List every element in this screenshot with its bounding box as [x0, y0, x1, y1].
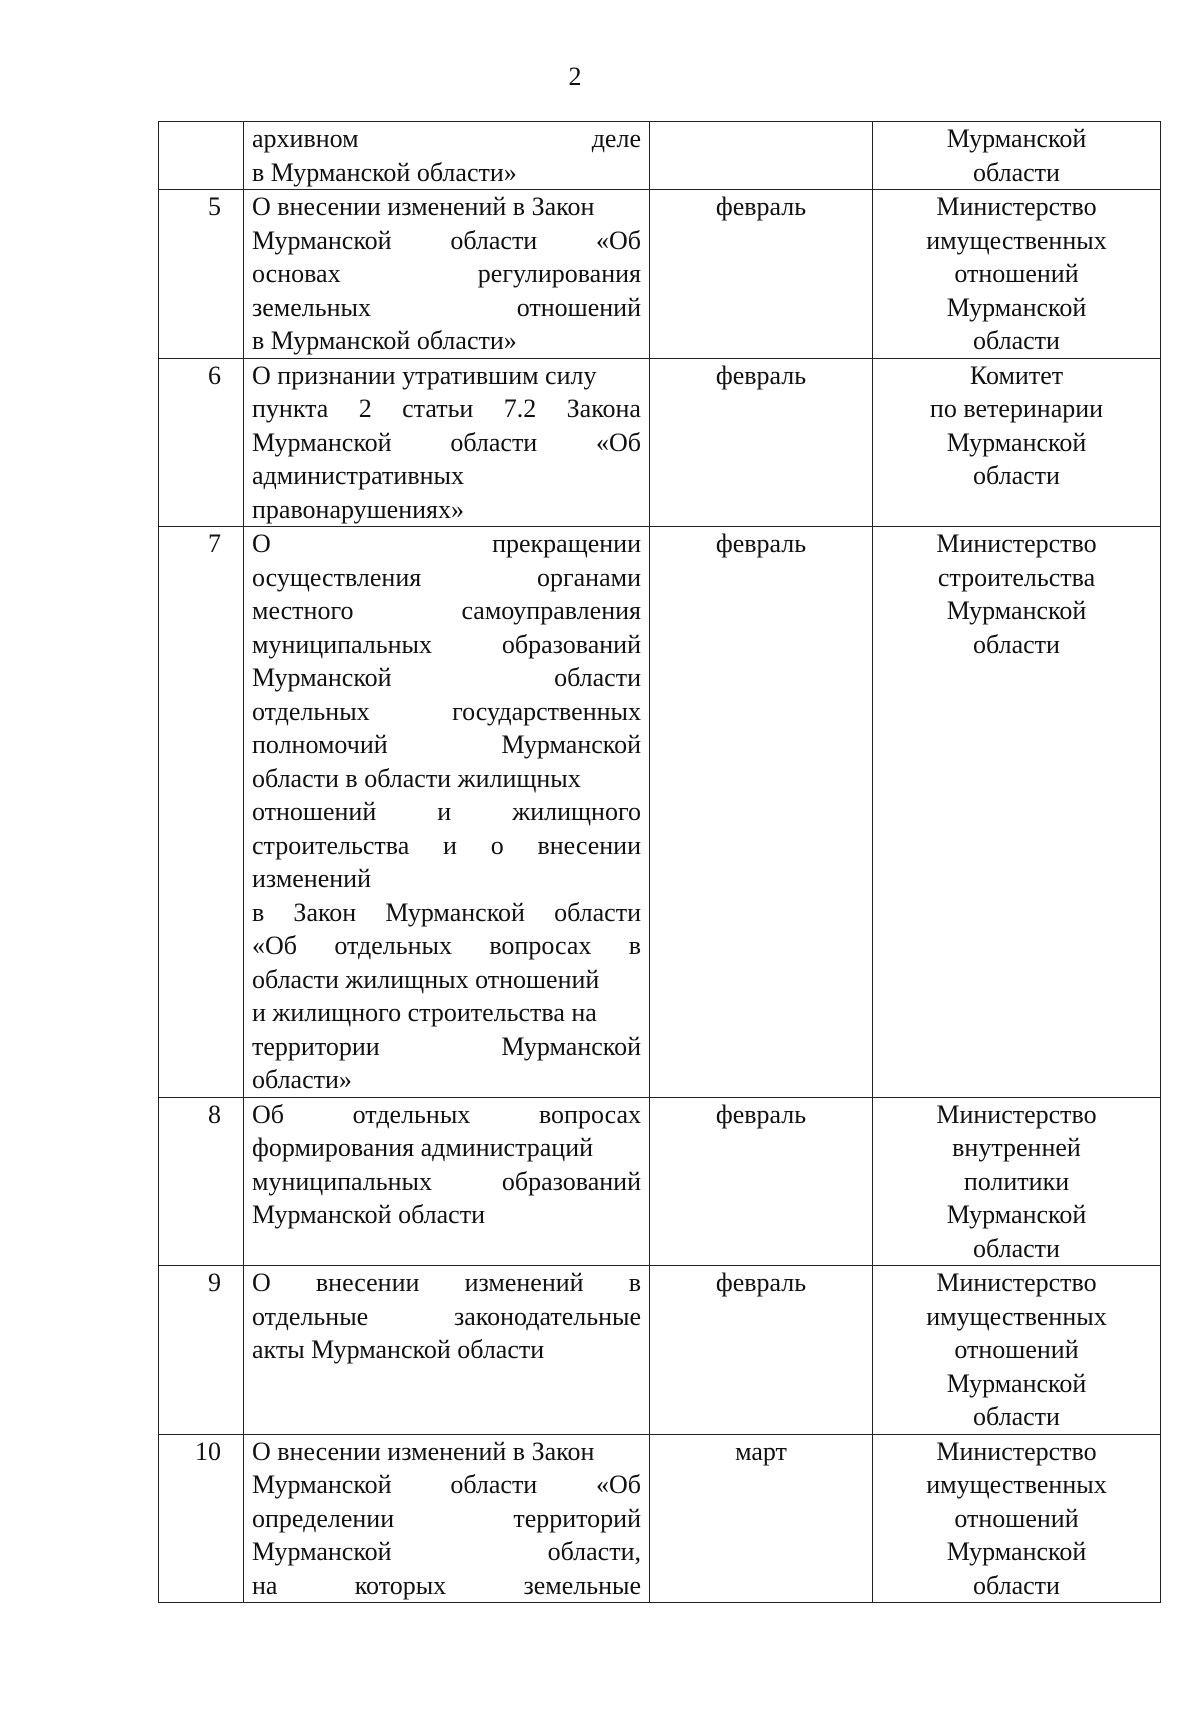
law-title-line	[252, 594, 641, 628]
law-title-word: муниципальных	[252, 1166, 433, 1196]
row-number	[159, 122, 244, 190]
law-title-word: в	[628, 1268, 641, 1297]
responsible-body-line: Мурманской	[946, 124, 1087, 153]
law-title-word: отдельные	[252, 1301, 369, 1331]
law-title-word: статьи	[402, 394, 474, 423]
law-title-word: самоуправления	[461, 596, 641, 625]
law-title-word: органами	[536, 562, 641, 592]
law-title-word: полномочий	[252, 730, 388, 759]
law-title-word: Мурманской	[501, 1031, 641, 1061]
law-title-cell	[244, 1097, 650, 1266]
law-title-word: Мурманской области	[252, 1200, 485, 1229]
law-title-line	[252, 190, 641, 224]
law-title-word: Мурманской	[252, 225, 392, 255]
law-title-word: образований	[501, 1166, 641, 1196]
law-title-line	[252, 1569, 641, 1603]
responsible-body-line: Мурманской	[946, 596, 1087, 625]
law-title-word: образований	[501, 629, 641, 659]
row-number: 8	[159, 1097, 244, 1266]
responsible-body-line: Мурманской	[946, 1200, 1087, 1229]
law-title-line	[252, 257, 641, 291]
law-title-word: Мурманской	[252, 1537, 392, 1566]
law-title-word: области»	[252, 1065, 352, 1094]
law-title-line	[252, 1198, 641, 1232]
row-number: 9	[159, 1266, 244, 1435]
responsible-body-line: по ветеринарии	[929, 394, 1104, 423]
deadline-month: март	[650, 1434, 873, 1603]
table-row	[159, 190, 1161, 359]
law-title-word: регулирования	[477, 259, 641, 288]
law-title-line	[252, 156, 641, 190]
law-title-word: изменений	[252, 864, 372, 893]
table-row	[159, 527, 1161, 1098]
law-title-word: Закон	[293, 897, 357, 927]
law-title-cell	[244, 358, 650, 527]
law-title-word: изменений	[464, 1268, 584, 1297]
law-title-word: О	[252, 529, 271, 558]
law-title-cell	[244, 122, 650, 190]
row-number: 6	[159, 358, 244, 527]
law-title-line	[252, 122, 641, 156]
table-row	[159, 358, 1161, 527]
law-title-word: в	[252, 897, 265, 927]
law-title-word: вопросах	[538, 1099, 641, 1129]
law-title-word: строительства	[252, 830, 410, 860]
law-title-word: области	[450, 427, 538, 457]
law-title-line	[252, 728, 641, 762]
law-title-line	[252, 661, 641, 695]
law-title-word: земельных	[252, 292, 372, 322]
law-title-word: территорий	[513, 1503, 641, 1533]
responsible-body-line: имущественных	[926, 1301, 1107, 1331]
law-title-word: О	[252, 1268, 271, 1297]
responsible-body-line: Мурманской	[946, 292, 1087, 322]
law-title-word: области	[450, 225, 538, 255]
law-title-word: административных	[252, 461, 464, 490]
law-title-word: «Об	[252, 931, 298, 960]
law-title-word: внесении	[537, 830, 641, 860]
law-title-word: Мурманской	[252, 1470, 392, 1499]
responsible-body-line: внутренней	[952, 1133, 1081, 1162]
law-title-word: Закона	[566, 394, 641, 423]
deadline-month: февраль	[650, 1097, 873, 1266]
law-title-word: отдельных	[352, 1099, 471, 1129]
responsible-body-line: Мурманской	[946, 1368, 1087, 1398]
law-title-line	[252, 561, 641, 595]
law-title-line	[252, 1435, 641, 1469]
law-title-word: вопросах	[489, 931, 592, 960]
responsible-body-line: Мурманской	[946, 1537, 1087, 1566]
law-title-word: территории	[252, 1031, 380, 1061]
responsible-body-line: области	[973, 1570, 1060, 1600]
responsible-body-cell	[873, 1434, 1161, 1603]
deadline-month	[650, 122, 873, 190]
law-title-word: отдельных	[252, 696, 370, 726]
law-title-line	[252, 1502, 641, 1536]
law-title-line	[252, 1165, 641, 1199]
responsible-body-line: области	[973, 1402, 1060, 1431]
law-title-line	[252, 862, 641, 896]
responsible-body-line: Комитет	[969, 360, 1064, 390]
law-title-word: муниципальных	[252, 629, 433, 659]
law-title-word: области	[554, 897, 641, 927]
responsible-body-line: Министерство	[936, 192, 1097, 221]
law-title-line	[252, 527, 641, 561]
responsible-body-line: имущественных	[926, 225, 1107, 255]
law-title-word: Об	[252, 1099, 285, 1129]
law-title-word: о	[490, 830, 504, 860]
law-title-line	[252, 359, 641, 393]
law-title-line	[252, 829, 641, 863]
table-row	[159, 122, 1161, 190]
law-title-word: О внесении изменений в Закон	[252, 192, 595, 221]
law-title-word: «Об	[595, 225, 641, 255]
law-title-line	[252, 1098, 641, 1132]
law-title-line	[252, 795, 641, 829]
law-title-word: Мурманской	[385, 897, 525, 927]
responsible-body-cell	[873, 527, 1161, 1098]
responsible-body-line: отношений	[954, 1335, 1079, 1364]
law-title-line	[252, 493, 641, 527]
law-title-word: формирования администраций	[252, 1133, 594, 1162]
responsible-body-line: области	[973, 326, 1060, 355]
law-title-word: 7.2	[503, 394, 537, 423]
law-title-word: акты Мурманской области	[252, 1335, 545, 1364]
law-title-word: О признании утратившим силу	[252, 360, 597, 390]
law-title-word: которых	[354, 1570, 447, 1600]
law-title-line	[252, 762, 641, 796]
law-title-cell	[244, 527, 650, 1098]
law-title-line	[252, 426, 641, 460]
law-title-word: «Об	[595, 427, 641, 457]
law-title-line	[252, 1266, 641, 1300]
law-title-word: государственных	[452, 696, 641, 726]
table-row	[159, 1434, 1161, 1603]
law-title-line	[252, 224, 641, 258]
responsible-body-cell	[873, 1097, 1161, 1266]
row-number: 5	[159, 190, 244, 359]
law-title-word: деле	[591, 124, 641, 153]
responsible-body-cell	[873, 190, 1161, 359]
law-title-word: в Мурманской области»	[252, 157, 517, 187]
row-number: 7	[159, 527, 244, 1098]
law-title-word: и	[443, 830, 457, 860]
law-title-word: «Об	[595, 1470, 641, 1499]
law-title-word: отдельных	[334, 931, 452, 960]
responsible-body-line: политики	[963, 1166, 1070, 1196]
law-title-word: земельные	[523, 1570, 641, 1600]
law-title-word: основах	[252, 259, 341, 288]
law-title-line	[252, 1468, 641, 1502]
law-title-word: Мурманской	[252, 663, 392, 692]
law-title-word: пункта	[252, 394, 329, 423]
law-title-word: в	[628, 931, 641, 960]
table-body	[159, 122, 1161, 1603]
law-title-word: области	[450, 1470, 538, 1499]
law-title-word: и жилищного строительства на	[252, 998, 597, 1027]
responsible-body-line: области	[973, 461, 1060, 490]
responsible-body-line: отношений	[954, 1503, 1079, 1533]
deadline-month: февраль	[650, 1266, 873, 1435]
page-number: 2	[568, 62, 582, 91]
law-title-word: области жилищных отношений	[252, 964, 600, 994]
law-title-line	[252, 1333, 641, 1367]
law-title-line	[252, 392, 641, 426]
law-title-word: и	[437, 797, 452, 826]
law-title-word: законодательные	[453, 1301, 641, 1331]
responsible-body-line: области	[973, 629, 1060, 659]
deadline-month: февраль	[650, 190, 873, 359]
law-title-word: Мурманской	[252, 427, 392, 457]
law-title-word: жилищного	[512, 797, 641, 826]
table-row	[159, 1266, 1161, 1435]
responsible-body-cell	[873, 1266, 1161, 1435]
law-title-word: архивном	[252, 124, 359, 153]
deadline-month: февраль	[650, 358, 873, 527]
responsible-body-line: Мурманской	[946, 427, 1087, 457]
law-title-word: в Мурманской области»	[252, 326, 517, 355]
law-title-word: О внесении изменений в Закон	[252, 1436, 595, 1466]
law-title-word: прекращении	[492, 529, 641, 558]
responsible-body-line: области	[973, 157, 1060, 187]
law-title-line	[252, 628, 641, 662]
law-title-word: правонарушениях»	[252, 494, 465, 524]
law-title-line	[252, 929, 641, 963]
law-title-word: области в области жилищных	[252, 763, 581, 793]
deadline-month: февраль	[650, 527, 873, 1098]
law-title-word: местного	[252, 596, 354, 625]
law-title-line	[252, 324, 641, 358]
law-title-word: отношений	[252, 797, 377, 826]
law-title-word: определении	[252, 1503, 395, 1533]
law-title-cell	[244, 190, 650, 359]
responsible-body-line: Министерство	[936, 1268, 1097, 1297]
responsible-body-line: имущественных	[926, 1470, 1107, 1499]
law-title-line	[252, 963, 641, 997]
legislation-plan-table	[158, 121, 1161, 1603]
table-row	[159, 1097, 1161, 1266]
row-number: 10	[159, 1434, 244, 1603]
law-title-line	[252, 1300, 641, 1334]
law-title-line	[252, 695, 641, 729]
law-title-line	[252, 459, 641, 493]
responsible-body-line: Министерство	[936, 1099, 1097, 1129]
law-title-line	[252, 896, 641, 930]
law-title-cell	[244, 1266, 650, 1435]
law-title-line	[252, 291, 641, 325]
responsible-body-line: Министерство	[936, 529, 1097, 558]
law-title-line	[252, 1030, 641, 1064]
law-title-line	[252, 1063, 641, 1097]
responsible-body-line: области	[973, 1233, 1060, 1263]
law-title-word: области,	[547, 1537, 641, 1566]
law-title-line	[252, 1131, 641, 1165]
responsible-body-cell	[873, 358, 1161, 527]
law-title-word: внесении	[315, 1268, 420, 1297]
law-title-line	[252, 996, 641, 1030]
law-title-word: на	[252, 1570, 278, 1600]
law-title-word: 2	[358, 394, 372, 423]
responsible-body-cell	[873, 122, 1161, 190]
law-title-word: отношений	[516, 292, 641, 322]
law-title-word: области	[554, 663, 641, 692]
responsible-body-line: отношений	[954, 259, 1079, 288]
law-title-word: Мурманской	[501, 730, 641, 759]
law-title-cell	[244, 1434, 650, 1603]
law-title-word: осуществления	[252, 562, 422, 592]
law-title-line	[252, 1535, 641, 1569]
responsible-body-line: строительства	[937, 562, 1096, 592]
responsible-body-line: Министерство	[936, 1436, 1097, 1466]
